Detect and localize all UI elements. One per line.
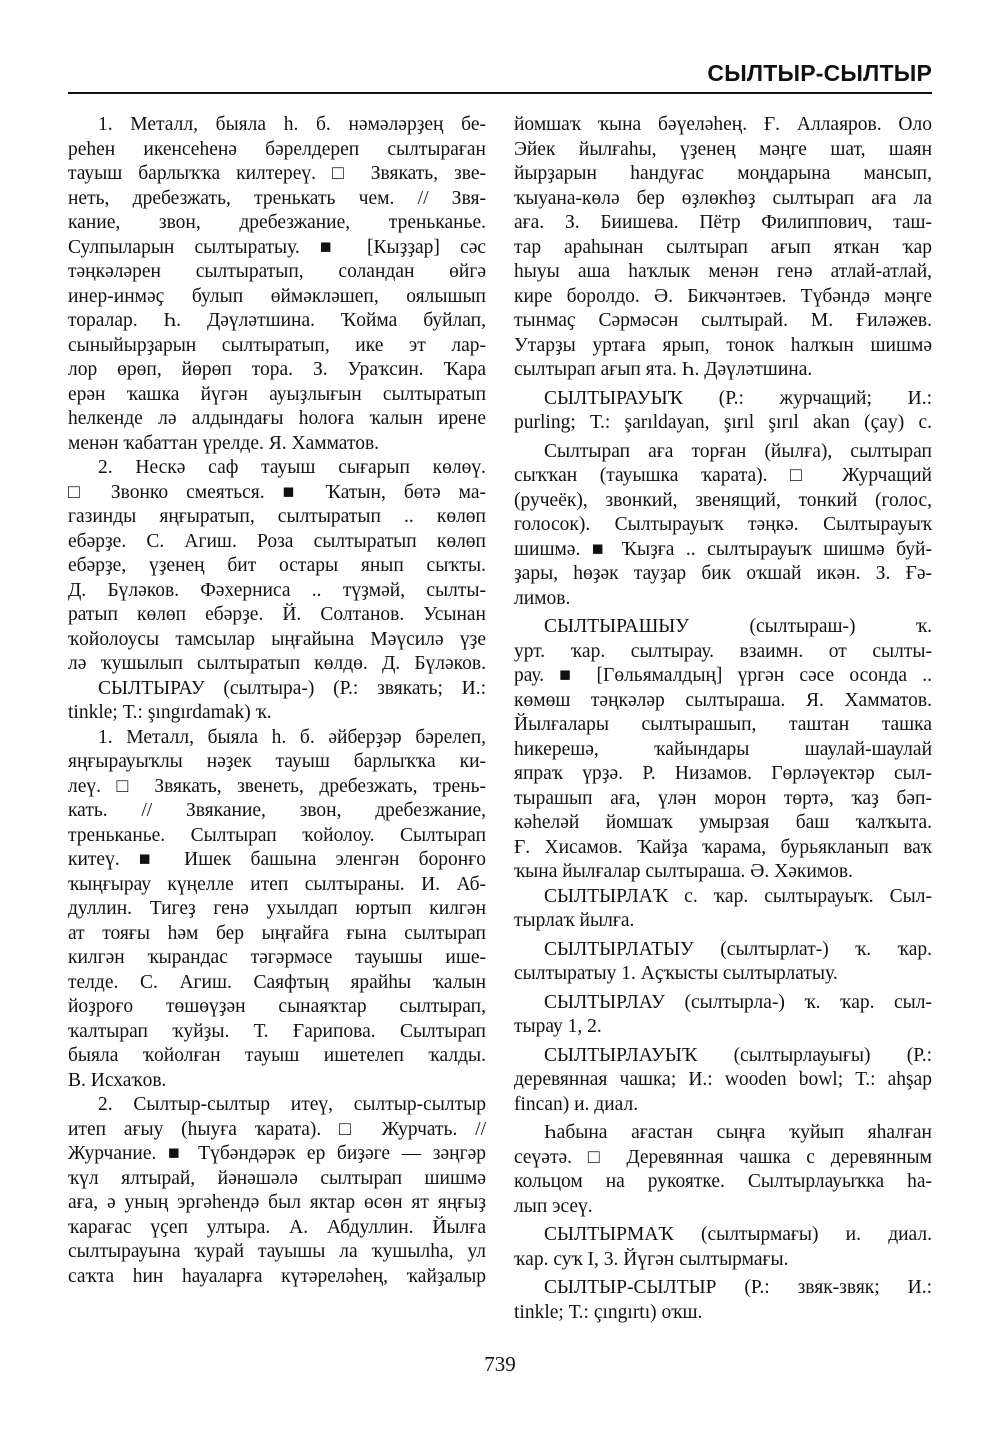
text-line: лор өрөп, йөрөп тора. З. Ураҡсин. Ҡара [68,359,486,380]
text-line: Сулпыларын сылтыратыу. ■ [Кыҙҙар] сәс [68,236,486,258]
text-line: ерән ҡашка йүгән ауыҙлығын сылтыратып [68,383,486,405]
text-line: япраҡ үрҙә. Р. Низамов. Гөрләүектәр сыл- [514,763,932,784]
text-line: лә ҡушылып сылтыратып көлдө. Д. Бүләков. [68,653,486,674]
text-line: ҡарағас үҫеп ултыра. А. Абдуллин. Йылға [68,1216,486,1238]
text-line: голосок). Сылтырауыҡ тәңкә. Сылтырауыҡ [514,514,932,535]
text-line: аға, ә уның эргәһендә был яктар өсөн ят яңғыҙ [68,1192,486,1213]
text-line: ратып көлөп ебәрҙе. Й. Солтанов. Усынан [68,604,486,625]
text-line: сылтыратыу 1. Аҫҡысты сылтырлатыу. [514,963,838,984]
text-line: purling; Т.: şarıldayan, şırıl şırıl akan (çay) с. [514,412,932,433]
text-line: СЫЛТЫР-СЫЛТЫР (Р.: звяк-звяк; И.: [544,1277,932,1298]
text-line: ҡыуана-көлә бер өҙлөкһөҙ сылтырап аға ла [514,187,932,209]
text-line: тырашып аға, үлән морон төртә, ҡаҙ бәп- [514,787,932,809]
text-line: урт. ҡар. сылтырау. взаимн. от сылты- [514,640,932,662]
text-line: tinkle; Т.: çıngırtı) оҡш. [514,1301,703,1323]
text-line: сыҡҡан (тауышка ҡарата). □ Журчащий [514,465,932,486]
text-line: тырлаҡ йылға. [514,910,635,931]
text-line: fincan) и. диал. [514,1093,639,1115]
text-line: ҡына йылғалар сылтыраша. Ә. Хәкимов. [514,861,853,882]
text-line: кире боролдо. Ә. Бикчәнтәев. Түбәндә мәңге [514,285,932,307]
text-line: быяла ҡойолған тауыш ишетелеп ҡалды. [68,1045,486,1066]
text-line: йомшаҡ ҡына бәүеләһең. Ғ. Аллаяров. Оло [514,114,932,135]
text-line: ат тояғы һәм бер ыңғайға ғына сылтырап [68,922,486,944]
text-line: килгән ҡырандас тәгәрмәсе тауышы ише- [68,947,486,968]
text-line: Эйек йылғаһы, үҙенең мәңге шат, шаян [514,138,932,160]
text-line: һикерешә, ҡайындары шаулай-шаулай [514,738,932,760]
text-line: ебәрҙе. С. Агиш. Роза сылтыратып көлөп [68,530,486,552]
text-line: торалар. Һ. Дәүләтшина. Ҡойма буйлап, [68,310,486,331]
text-line: дуллин. Тигеҙ генә ухылдап юртып килгән [68,898,486,919]
text-line: тар араһынан сылтырап ағып яткан ҡар [514,236,932,258]
page-header [68,56,932,94]
text-line: ҙары, һөҙәк тауҙар бик оҡшай икән. З. Ғә- [514,563,932,584]
text-line: йырҙарын һандуғас моңдарына мансып, [514,163,932,184]
text-line: □ Звонко смеяться. ■ Ҡатын, бөтә ма- [68,481,486,503]
text-line: Йылғалары сылтырашып, таштан ташка [514,714,932,735]
text-line: деревянная чашка; И.: wooden bowl; Т.: ahşap [514,1069,932,1090]
text-line: рау. ■ [Гөльямалдың] үргән сәсе осонда .. [514,665,932,686]
text-line: тырау 1, 2. [514,1016,602,1037]
text-line: tinkle; Т.: şıngırdamak) ҡ. [68,702,272,723]
text-line: (ручеёк), звонкий, звенящий, тонкий (голос, [514,489,932,511]
text-line: көмөш тәңкәләр сылтыраша. Я. Хамматов. [514,689,932,711]
text-line: һелкенде лә алдындағы һолоға ҡалын ирене [68,408,486,429]
text-line: сылтырауына ҡурай тауышы ла ҡушылһа, ул [68,1241,486,1262]
text-line: шишмә. ■ Ҡыҙға .. сылтырауыҡ шишмә буй- [514,538,932,560]
text-line: 2. Сылтыр-сылтыр итеү, сылтыр-сылтыр [98,1094,486,1115]
text-line: Ғ. Хисамов. Ҡайҙа ҡарама, бурьякланып ваҡ [514,836,932,858]
text-line: итеп ағыу (һыуға ҡарата). □ Журчать. // [68,1118,486,1140]
text-line: Сылтырап аға торған (йылға), сылтырап [544,440,932,462]
text-line: сылтырап ағып ята. Һ. Дәүләтшина. [514,359,813,380]
text-line: В. Исхаҡов. [68,1069,167,1091]
text-line: 1. Металл, быяла һ. б. әйберҙәр бәрелеп, [98,726,486,748]
text-line: яңғырауыҡлы нәҙек тауыш барлыҡҡа ки- [68,751,486,772]
text-line: ҡүл ялтырай, йәнәшәлә сылтырап шишмә [68,1167,486,1189]
text-line: ҡалтырап ҡуйҙы. Т. Ғарипова. Сылтырап [68,1020,486,1042]
text-line: СЫЛТЫРЛАҠ с. ҡар. сылтырауыҡ. Сыл- [544,885,932,907]
text-line: тынмаҫ Сәрмәсән сылтырай. М. Ғиләжев. [514,310,932,331]
text-line: кание, звон, дребезжание, треньканье. [68,212,486,233]
text-line: леү. □ Звякать, звенеть, дребезжать, трень- [68,775,486,797]
text-line: СЫЛТЫРАУЫҠ (Р.: журчащий; И.: [544,387,932,409]
running-head: СЫЛТЫР-СЫЛТЫР [707,60,932,86]
text-line: Д. Бүләков. Фәхерниса .. түҙмәй, сылты- [68,579,486,601]
text-line: саҡта һин һауаларға күтәреләһең, ҡайҙалыр [68,1265,486,1287]
text-line: лимов. [514,587,571,609]
header-rule [68,92,932,94]
text-line: кәһеләй йомшаҡ умырзая баш ҡалҡыта. [514,812,932,833]
text-line: Журчание. ■ Түбәндәрәк ер биҙәге — зәңгәр [68,1143,486,1164]
text-line: газинды яңғыратып, сылтыратып .. көлөп [68,506,486,527]
text-line: неть, дребезжать, тренькать чем. // Звя- [68,187,486,209]
text-line: телде. С. Агиш. Саяфтың ярайһы ҡалын [68,971,486,993]
text-line: йоҙроғо төшөүҙән сынаяҡтар сылтырап, [68,996,486,1017]
text-line: сыныйырҙарын сылтыратып, ике эт лар- [68,334,486,356]
text-line: СЫЛТЫРМАҠ (сылтырмағы) и. диал. [544,1224,932,1245]
text-line: инер-инмәҫ булып өймәкләшеп, оялышып [68,285,486,307]
text-line: 1. Металл, быяла һ. б. нәмәләрҙең бе- [98,114,486,135]
text-line: аға. З. Биишева. Пётр Филиппович, таш- [514,212,932,233]
text-line: менән ҡабаттан үрелде. Я. Хамматов. [68,432,380,454]
text-line: тауыш барлыҡҡа килтереү. □ Звякать, зве- [68,163,486,184]
text-line: ҡойолоусы тамсылар ыңғайына Мәүсилә үҙе [68,628,486,650]
text-line: Һабына ағастан сыңға ҡуйып яһалған [544,1122,932,1143]
text-line: кать. // Звякание, звон, дребезжание, [68,800,486,821]
text-line: СЫЛТЫРАШЫУ (сылтыраш-) ҡ. [544,616,932,637]
text-line: СЫЛТЫРЛАУ (сылтырла-) ҡ. ҡар. сыл- [544,991,932,1013]
text-line: СЫЛТЫРАУ (сылтыра-) (Р.: звякать; И.: [98,677,486,699]
text-line: китеү. ■ Ишек башына эленгән боронғо [68,849,486,870]
page-number: 739 [484,1352,516,1376]
text-line: Утарҙы уртаға ярып, тонок һалҡын шишмә [514,334,932,356]
text-line: сеүәтә. □ Деревянная чашка с деревянным [514,1146,932,1168]
text-line: лып эсеү. [514,1195,593,1217]
text-line: ҡыңғырау күңелле итеп сылтыраны. И. Аб- [68,873,486,895]
text-line: 2. Нескә саф тауыш сығарып көлөү. [98,457,486,478]
text-line: ҡар. суҡ I, 3. Йүгән сылтырмағы. [514,1248,789,1270]
right-column [514,113,932,1325]
text-line: треньканье. Сылтырап ҡойолоу. Сылтырап [68,824,486,846]
text-line: һыуы аша һаҡлык менән генә атлай-атлай, [514,261,932,282]
text-line: СЫЛТЫРЛАУЫҠ (сылтырлауығы) (Р.: [544,1044,932,1066]
text-line: кольцом на рукоятке. Сылтырлауыҡка һа- [514,1171,932,1192]
text-line: ебәрҙе, үҙенең бит остары янып сыҡты. [68,555,486,576]
text-line: тәңкәләрен сылтыратып, соландан өйгә [68,261,486,282]
text-line: СЫЛТЫРЛАТЫУ (сылтырлат-) ҡ. ҡар. [544,938,932,960]
left-column [68,113,486,1289]
text-line: рeһeн икенсеһенә бәрелдереп сылтыраған [68,138,486,160]
